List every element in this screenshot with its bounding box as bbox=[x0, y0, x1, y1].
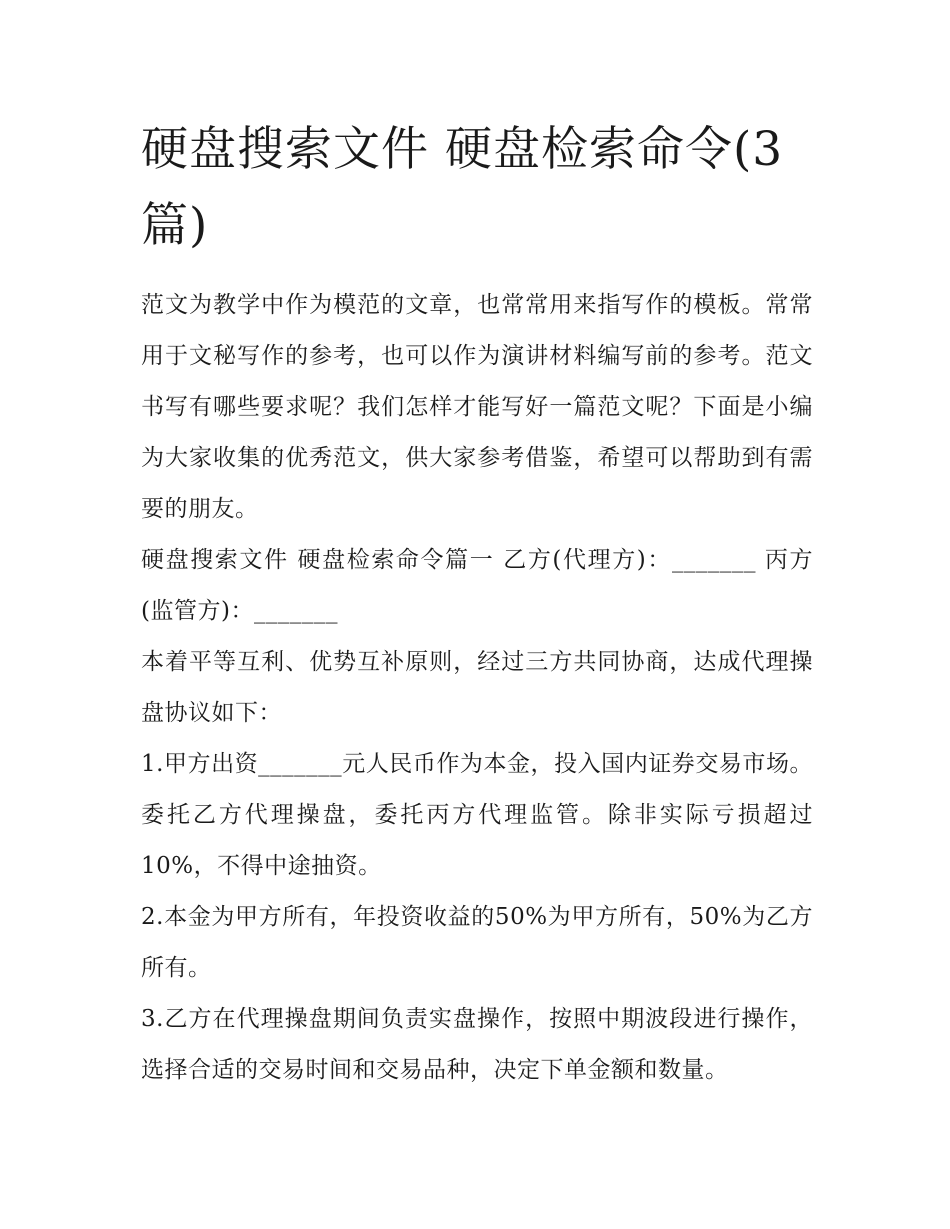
clause-3-paragraph: 3.乙方在代理操盘期间负责实盘操作，按照中期波段进行操作，选择合适的交易时间和交易品种，决定下单金额和数量。 bbox=[141, 1006, 813, 1083]
clause-1-paragraph: 1.甲方出资_______元人民币作为本金，投入国内证券交易市场。委托乙方代理操盘，委托丙方代理监管。除非实际亏损超过10%，不得中途抽资。 bbox=[141, 751, 813, 879]
parties-paragraph: 硬盘搜索文件 硬盘检索命令篇一 乙方(代理方)：_______ 丙方(监管方)：_______ bbox=[141, 547, 813, 624]
document-page bbox=[141, 112, 813, 1096]
document-title: 硬盘搜索文件 硬盘检索命令(3篇) bbox=[141, 122, 784, 253]
clause-2-paragraph: 2.本金为甲方所有，年投资收益的50%为甲方所有，50%为乙方所有。 bbox=[141, 904, 813, 981]
intro-paragraph: 范文为教学中作为模范的文章，也常常用来指写作的模板。常常用于文秘写作的参考，也可以作为演讲材料编写前的参考。范文书写有哪些要求呢？我们怎样才能写好一篇范文呢？下面是小编为大家收集的优秀范文，供大家参考借鉴，希望可以帮助到有需要的朋友。 bbox=[141, 292, 813, 522]
principle-paragraph: 本着平等互利、优势互补原则，经过三方共同协商，达成代理操盘协议如下： bbox=[141, 649, 813, 726]
document-body bbox=[141, 280, 813, 1096]
